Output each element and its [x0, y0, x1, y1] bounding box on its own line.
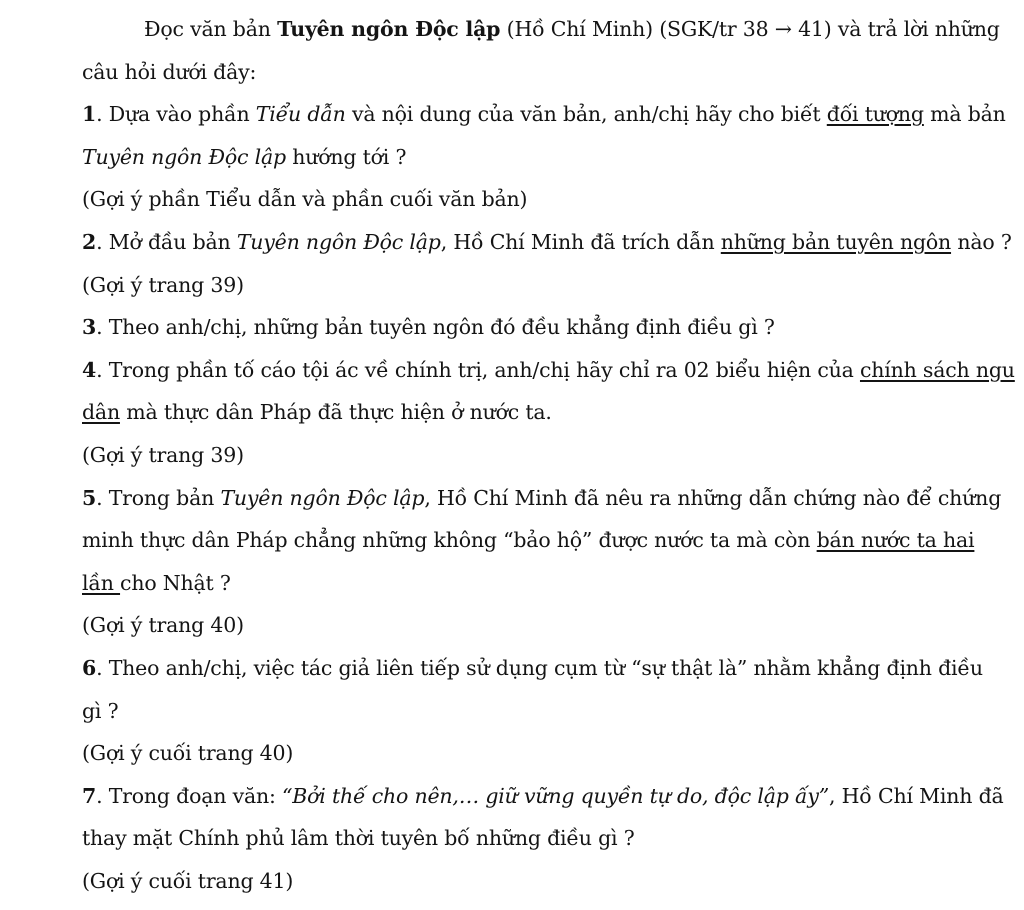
question-6-line-2: gì ? — [82, 698, 119, 723]
underlined-keyword: dân — [82, 400, 120, 425]
italic-text: Tuyên ngôn Độc lập — [220, 485, 425, 510]
underlined-keyword: chính sách ngu — [859, 357, 1015, 382]
question-text: . Dựa vào phần — [96, 102, 256, 127]
question-2-line-1 — [82, 221, 1012, 264]
intro-line-1 — [82, 8, 1000, 51]
question-5-hint: (Gợi ý trang 40) — [82, 613, 244, 638]
question-4-line-2 — [82, 391, 928, 434]
question-text: , Hồ Chí Minh đã — [828, 783, 1004, 808]
question-7-line-2: thay mặt Chính phủ lâm thời tuyên bố những điều gì ? — [82, 826, 635, 851]
question-5-line-2 — [82, 519, 975, 562]
question-text: . Trong bản — [96, 485, 221, 510]
question-6-line-1 — [82, 647, 983, 690]
question-text: , Hồ Chí Minh đã trích dẫn — [440, 229, 721, 254]
question-text: mà thực dân Pháp đã thực hiện ở nước ta. — [119, 400, 552, 425]
question-number: 2 — [82, 229, 97, 254]
question-1-hint: (Gợi ý phần Tiểu dẫn và phần cuối văn bản) — [82, 187, 528, 212]
question-5-line-1 — [82, 477, 1002, 520]
question-text: nào ? — [951, 229, 1012, 254]
question-text: mà bản — [923, 102, 1006, 127]
italic-text: Tuyên ngôn Độc lập — [82, 144, 286, 169]
intro-line-2: câu hỏi dưới đây: — [82, 59, 257, 84]
question-text: cho Nhật ? — [120, 570, 231, 595]
question-number: 3 — [82, 315, 97, 340]
question-number: 1 — [82, 102, 97, 127]
question-text: . Theo anh/chị, những bản tuyên ngôn đó đều khẳng định điều gì ? — [96, 315, 775, 340]
document-page — [82, 8, 1015, 902]
underlined-keyword: những bản tuyên ngôn — [720, 229, 952, 254]
question-5-line-3 — [82, 562, 928, 605]
italic-text: Tiểu dẫn — [255, 102, 346, 127]
question-text: . Trong đoạn văn: — [96, 783, 283, 808]
question-number: 4 — [82, 357, 97, 382]
underlined-keyword: lần — [82, 570, 121, 595]
question-text: hướng tới ? — [285, 144, 407, 169]
italic-text: “Bởi thế cho nên,… giữ vững quyền tự do, độc lập ấy” — [282, 783, 829, 808]
question-7-line-1 — [82, 775, 1004, 818]
question-3-line-1 — [82, 306, 928, 349]
question-number: 6 — [82, 655, 97, 680]
question-1-line-1 — [82, 93, 1006, 136]
question-text: , Hồ Chí Minh đã nêu ra những dẫn chứng nào để chứng — [424, 485, 1002, 510]
question-text: . Theo anh/chị, việc tác giả liên tiếp sử dụng cụm từ “sự thật là” nhằm khẳng định điều — [96, 655, 983, 680]
question-4-hint: (Gợi ý trang 39) — [82, 442, 244, 467]
question-text: . Trong phần tố cáo tội ác về chính trị, anh/chị hãy chỉ ra 02 biểu hiện của — [96, 357, 860, 382]
document-title: Tuyên ngôn Độc lập — [277, 17, 501, 41]
underlined-keyword: đối tượng — [826, 102, 924, 127]
question-text: và nội dung của văn bản, anh/chị hãy cho biết — [345, 102, 827, 127]
underlined-keyword: bán nước ta hai — [816, 528, 975, 553]
question-6-hint: (Gợi ý cuối trang 40) — [82, 741, 294, 766]
intro-text: (Hồ Chí Minh) (SGK/tr 38 → 41) và trả lời những — [500, 17, 1000, 41]
question-number: 5 — [82, 485, 97, 510]
question-text: . Mở đầu bản — [96, 229, 237, 254]
intro-text: Đọc văn bản — [144, 17, 278, 41]
question-4-line-1 — [82, 349, 1015, 392]
question-2-hint: (Gợi ý trang 39) — [82, 272, 244, 297]
question-text: minh thực dân Pháp chẳng những không “bảo hộ” được nước ta mà còn — [82, 528, 817, 553]
question-1-line-2 — [82, 136, 928, 179]
question-number: 7 — [82, 783, 97, 808]
italic-text: Tuyên ngôn Độc lập — [236, 229, 441, 254]
question-7-hint: (Gợi ý cuối trang 41) — [82, 868, 294, 893]
